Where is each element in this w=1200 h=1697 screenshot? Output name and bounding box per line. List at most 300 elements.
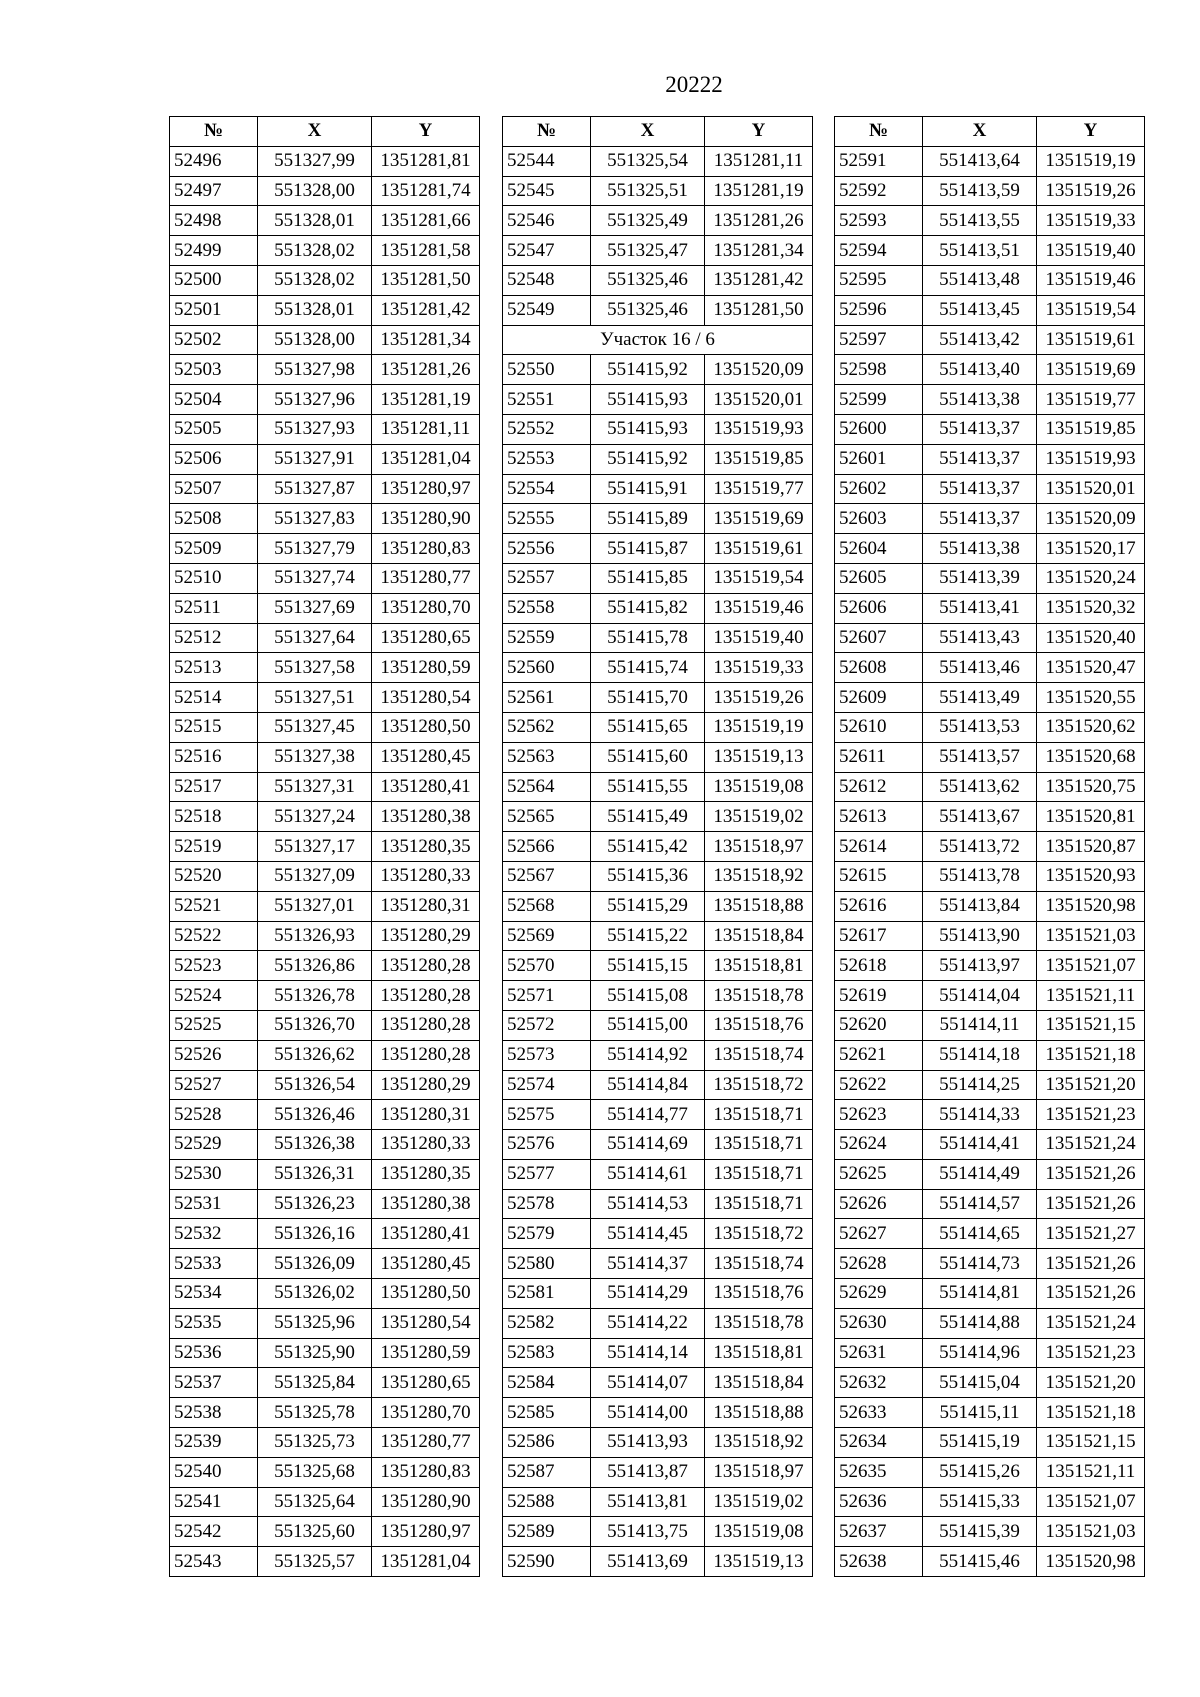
- table-row: [170, 146, 480, 176]
- coord-y: 1351518,88: [705, 1398, 813, 1428]
- coord-y: 1351519,93: [705, 414, 813, 444]
- table-row: [503, 683, 813, 713]
- table-row: [170, 1189, 480, 1219]
- point-number: 52589: [503, 1517, 591, 1547]
- point-number: 52617: [835, 921, 923, 951]
- coord-x: 551415,89: [591, 504, 705, 534]
- coord-y: 1351521,20: [1037, 1368, 1145, 1398]
- coord-y: 1351280,28: [372, 981, 480, 1011]
- coord-y: 1351280,41: [372, 772, 480, 802]
- coord-x: 551326,86: [258, 951, 372, 981]
- coord-y: 1351521,15: [1037, 1010, 1145, 1040]
- coord-x: 551414,69: [591, 1130, 705, 1160]
- coord-y: 1351521,26: [1037, 1279, 1145, 1309]
- point-number: 52608: [835, 653, 923, 683]
- header-no: №: [170, 117, 258, 147]
- table-row: [170, 951, 480, 981]
- point-number: 52515: [170, 712, 258, 742]
- point-number: 52601: [835, 444, 923, 474]
- table-row: [503, 385, 813, 415]
- table-row: [835, 1249, 1145, 1279]
- coord-y: 1351520,68: [1037, 742, 1145, 772]
- point-number: 52508: [170, 504, 258, 534]
- coordinate-table-2: [502, 116, 813, 1577]
- table-row: [835, 444, 1145, 474]
- coord-x: 551414,96: [923, 1338, 1037, 1368]
- coord-y: 1351280,97: [372, 1517, 480, 1547]
- coord-x: 551414,84: [591, 1070, 705, 1100]
- coord-x: 551414,45: [591, 1219, 705, 1249]
- point-number: 52519: [170, 832, 258, 862]
- coord-y: 1351519,85: [705, 444, 813, 474]
- point-number: 52498: [170, 206, 258, 236]
- coord-x: 551327,45: [258, 712, 372, 742]
- table-row: [170, 206, 480, 236]
- header-no: №: [503, 117, 591, 147]
- coord-x: 551413,39: [923, 563, 1037, 593]
- coord-y: 1351280,33: [372, 861, 480, 891]
- table-row: [835, 563, 1145, 593]
- point-number: 52564: [503, 772, 591, 802]
- coord-x: 551413,64: [923, 146, 1037, 176]
- point-number: 52538: [170, 1398, 258, 1428]
- point-number: 52539: [170, 1428, 258, 1458]
- coord-y: 1351280,59: [372, 653, 480, 683]
- table-row: [170, 891, 480, 921]
- point-number: 52545: [503, 176, 591, 206]
- coord-x: 551326,02: [258, 1279, 372, 1309]
- coord-y: 1351521,03: [1037, 921, 1145, 951]
- coord-y: 1351519,69: [705, 504, 813, 534]
- table-row: [835, 1159, 1145, 1189]
- point-number: 52507: [170, 474, 258, 504]
- coord-y: 1351281,11: [372, 414, 480, 444]
- coord-y: 1351281,81: [372, 146, 480, 176]
- coord-y: 1351518,81: [705, 1338, 813, 1368]
- coord-x: 551415,78: [591, 623, 705, 653]
- table-row: [170, 653, 480, 683]
- table-row: [170, 1338, 480, 1368]
- table-row: [170, 176, 480, 206]
- table-row: [835, 1547, 1145, 1577]
- coord-y: 1351281,66: [372, 206, 480, 236]
- point-number: 52577: [503, 1159, 591, 1189]
- coord-y: 1351280,31: [372, 1100, 480, 1130]
- coord-y: 1351519,26: [1037, 176, 1145, 206]
- table-row: [170, 832, 480, 862]
- table-row: [170, 683, 480, 713]
- table-row: [170, 265, 480, 295]
- point-number: 52628: [835, 1249, 923, 1279]
- section-title: Участок 16 / 6: [503, 325, 813, 355]
- coord-x: 551413,93: [591, 1428, 705, 1458]
- table-row: [835, 981, 1145, 1011]
- point-number: 52530: [170, 1159, 258, 1189]
- coord-x: 551325,96: [258, 1308, 372, 1338]
- coord-x: 551326,54: [258, 1070, 372, 1100]
- coord-x: 551413,75: [591, 1517, 705, 1547]
- header-no: №: [835, 117, 923, 147]
- point-number: 52520: [170, 861, 258, 891]
- coord-x: 551325,47: [591, 236, 705, 266]
- coord-y: 1351519,61: [1037, 325, 1145, 355]
- coord-y: 1351281,04: [372, 444, 480, 474]
- coord-x: 551414,41: [923, 1130, 1037, 1160]
- table-row: [503, 1070, 813, 1100]
- point-number: 52635: [835, 1457, 923, 1487]
- coord-x: 551326,23: [258, 1189, 372, 1219]
- table-row: [503, 474, 813, 504]
- point-number: 52578: [503, 1189, 591, 1219]
- table-row: [835, 1487, 1145, 1517]
- table-row: [170, 474, 480, 504]
- coord-y: 1351518,72: [705, 1070, 813, 1100]
- coord-x: 551414,61: [591, 1159, 705, 1189]
- coord-y: 1351280,38: [372, 1189, 480, 1219]
- point-number: 52511: [170, 593, 258, 623]
- coord-y: 1351280,77: [372, 1428, 480, 1458]
- coord-y: 1351280,59: [372, 1338, 480, 1368]
- coord-y: 1351280,29: [372, 921, 480, 951]
- point-number: 52638: [835, 1547, 923, 1577]
- coord-y: 1351519,85: [1037, 414, 1145, 444]
- coord-x: 551415,22: [591, 921, 705, 951]
- coord-x: 551326,38: [258, 1130, 372, 1160]
- table-row: [835, 1070, 1145, 1100]
- point-number: 52542: [170, 1517, 258, 1547]
- coord-y: 1351280,45: [372, 1249, 480, 1279]
- header-y: Y: [705, 117, 813, 147]
- coord-y: 1351519,40: [1037, 236, 1145, 266]
- header-row: [503, 117, 813, 147]
- table-row: [170, 1398, 480, 1428]
- coord-y: 1351521,26: [1037, 1159, 1145, 1189]
- coord-y: 1351281,11: [705, 146, 813, 176]
- table-row: [835, 891, 1145, 921]
- point-number: 52549: [503, 295, 591, 325]
- coord-y: 1351280,70: [372, 1398, 480, 1428]
- table-row: [170, 1487, 480, 1517]
- point-number: 52619: [835, 981, 923, 1011]
- point-number: 52505: [170, 414, 258, 444]
- point-number: 52576: [503, 1130, 591, 1160]
- coord-y: 1351518,92: [705, 861, 813, 891]
- point-number: 52527: [170, 1070, 258, 1100]
- coord-y: 1351281,34: [705, 236, 813, 266]
- table-row: [503, 1338, 813, 1368]
- coord-y: 1351280,29: [372, 1070, 480, 1100]
- point-number: 52625: [835, 1159, 923, 1189]
- point-number: 52629: [835, 1279, 923, 1309]
- coord-x: 551325,78: [258, 1398, 372, 1428]
- coord-x: 551325,51: [591, 176, 705, 206]
- coord-y: 1351521,23: [1037, 1100, 1145, 1130]
- table-row: [503, 1130, 813, 1160]
- table-row: [835, 176, 1145, 206]
- table-row: [170, 742, 480, 772]
- point-number: 52536: [170, 1338, 258, 1368]
- coord-y: 1351520,98: [1037, 1547, 1145, 1577]
- coord-y: 1351280,31: [372, 891, 480, 921]
- point-number: 52537: [170, 1368, 258, 1398]
- coord-x: 551327,51: [258, 683, 372, 713]
- coord-x: 551413,37: [923, 504, 1037, 534]
- coord-x: 551415,08: [591, 981, 705, 1011]
- coord-x: 551415,36: [591, 861, 705, 891]
- coord-x: 551325,49: [591, 206, 705, 236]
- coord-x: 551328,01: [258, 206, 372, 236]
- coord-x: 551414,33: [923, 1100, 1037, 1130]
- coord-x: 551415,87: [591, 534, 705, 564]
- coord-y: 1351520,24: [1037, 563, 1145, 593]
- point-number: 52592: [835, 176, 923, 206]
- point-number: 52557: [503, 563, 591, 593]
- table-row: [170, 534, 480, 564]
- coord-y: 1351520,01: [705, 385, 813, 415]
- coord-x: 551327,93: [258, 414, 372, 444]
- point-number: 52551: [503, 385, 591, 415]
- coord-x: 551413,38: [923, 534, 1037, 564]
- coord-y: 1351518,81: [705, 951, 813, 981]
- point-number: 52501: [170, 295, 258, 325]
- coord-x: 551326,16: [258, 1219, 372, 1249]
- table-row: [503, 1219, 813, 1249]
- point-number: 52541: [170, 1487, 258, 1517]
- point-number: 52512: [170, 623, 258, 653]
- coord-y: 1351280,90: [372, 1487, 480, 1517]
- table-row: [170, 1308, 480, 1338]
- coord-y: 1351520,87: [1037, 832, 1145, 862]
- coord-x: 551415,92: [591, 444, 705, 474]
- table-row: [503, 742, 813, 772]
- coord-y: 1351280,28: [372, 1040, 480, 1070]
- point-number: 52553: [503, 444, 591, 474]
- coord-y: 1351520,09: [705, 355, 813, 385]
- table-row: [170, 385, 480, 415]
- table-row: [170, 236, 480, 266]
- coord-x: 551326,93: [258, 921, 372, 951]
- coord-x: 551413,87: [591, 1457, 705, 1487]
- coord-x: 551415,74: [591, 653, 705, 683]
- coord-x: 551415,60: [591, 742, 705, 772]
- coord-y: 1351281,50: [705, 295, 813, 325]
- coord-y: 1351518,71: [705, 1130, 813, 1160]
- table-row: [170, 563, 480, 593]
- coord-x: 551328,00: [258, 325, 372, 355]
- coord-x: 551326,62: [258, 1040, 372, 1070]
- table-row: [170, 712, 480, 742]
- table-row: [835, 1338, 1145, 1368]
- table-row: [835, 772, 1145, 802]
- point-number: 52624: [835, 1130, 923, 1160]
- point-number: 52602: [835, 474, 923, 504]
- coord-y: 1351519,33: [705, 653, 813, 683]
- point-number: 52631: [835, 1338, 923, 1368]
- point-number: 52504: [170, 385, 258, 415]
- table-row: [503, 802, 813, 832]
- point-number: 52550: [503, 355, 591, 385]
- coord-x: 551415,91: [591, 474, 705, 504]
- coord-x: 551413,72: [923, 832, 1037, 862]
- coord-y: 1351281,19: [705, 176, 813, 206]
- point-number: 52636: [835, 1487, 923, 1517]
- table-row: [835, 1040, 1145, 1070]
- point-number: 52517: [170, 772, 258, 802]
- coord-y: 1351519,54: [1037, 295, 1145, 325]
- coord-x: 551327,64: [258, 623, 372, 653]
- coord-x: 551325,46: [591, 295, 705, 325]
- coord-x: 551327,79: [258, 534, 372, 564]
- point-number: 52568: [503, 891, 591, 921]
- coord-x: 551328,02: [258, 265, 372, 295]
- coord-x: 551414,81: [923, 1279, 1037, 1309]
- point-number: 52525: [170, 1010, 258, 1040]
- coord-y: 1351521,27: [1037, 1219, 1145, 1249]
- coord-y: 1351520,09: [1037, 504, 1145, 534]
- point-number: 52610: [835, 712, 923, 742]
- coord-x: 551326,78: [258, 981, 372, 1011]
- point-number: 52563: [503, 742, 591, 772]
- table-row: [503, 563, 813, 593]
- point-number: 52584: [503, 1368, 591, 1398]
- coord-y: 1351281,74: [372, 176, 480, 206]
- point-number: 52571: [503, 981, 591, 1011]
- table-row: [170, 593, 480, 623]
- coord-y: 1351521,11: [1037, 981, 1145, 1011]
- coord-y: 1351518,76: [705, 1010, 813, 1040]
- coord-y: 1351519,46: [705, 593, 813, 623]
- coord-x: 551327,17: [258, 832, 372, 862]
- point-number: 52603: [835, 504, 923, 534]
- coord-x: 551413,69: [591, 1547, 705, 1577]
- point-number: 52503: [170, 355, 258, 385]
- coord-x: 551326,09: [258, 1249, 372, 1279]
- point-number: 52509: [170, 534, 258, 564]
- point-number: 52590: [503, 1547, 591, 1577]
- table-row: [503, 1308, 813, 1338]
- table-row: [503, 951, 813, 981]
- coord-x: 551325,46: [591, 265, 705, 295]
- coord-y: 1351280,90: [372, 504, 480, 534]
- table-row: [835, 1010, 1145, 1040]
- point-number: 52597: [835, 325, 923, 355]
- point-number: 52524: [170, 981, 258, 1011]
- table-row: [503, 712, 813, 742]
- coord-x: 551413,37: [923, 414, 1037, 444]
- table-row: [170, 1517, 480, 1547]
- coord-x: 551415,93: [591, 414, 705, 444]
- point-number: 52573: [503, 1040, 591, 1070]
- coord-x: 551326,70: [258, 1010, 372, 1040]
- point-number: 52526: [170, 1040, 258, 1070]
- coord-x: 551415,42: [591, 832, 705, 862]
- table-row: [835, 1219, 1145, 1249]
- coord-x: 551413,42: [923, 325, 1037, 355]
- coord-x: 551413,84: [923, 891, 1037, 921]
- coord-y: 1351280,54: [372, 1308, 480, 1338]
- coord-x: 551414,65: [923, 1219, 1037, 1249]
- table-row: [835, 236, 1145, 266]
- coord-x: 551414,00: [591, 1398, 705, 1428]
- point-number: 52561: [503, 683, 591, 713]
- table-row: [835, 1368, 1145, 1398]
- coord-y: 1351520,93: [1037, 861, 1145, 891]
- coord-x: 551413,37: [923, 444, 1037, 474]
- coord-x: 551327,01: [258, 891, 372, 921]
- coord-y: 1351281,50: [372, 265, 480, 295]
- table-row: [835, 385, 1145, 415]
- header-row: [835, 117, 1145, 147]
- table-row: [503, 1487, 813, 1517]
- table-row: [835, 1517, 1145, 1547]
- coord-x: 551414,37: [591, 1249, 705, 1279]
- point-number: 52535: [170, 1308, 258, 1338]
- coord-y: 1351280,33: [372, 1130, 480, 1160]
- point-number: 52613: [835, 802, 923, 832]
- coord-y: 1351520,62: [1037, 712, 1145, 742]
- coord-x: 551413,55: [923, 206, 1037, 236]
- table-row: [503, 623, 813, 653]
- coord-x: 551413,49: [923, 683, 1037, 713]
- point-number: 52600: [835, 414, 923, 444]
- table-row: [503, 355, 813, 385]
- coordinate-tables: [169, 116, 1149, 1584]
- coord-x: 551415,04: [923, 1368, 1037, 1398]
- coord-x: 551413,67: [923, 802, 1037, 832]
- table-row: [835, 683, 1145, 713]
- table-row: [835, 355, 1145, 385]
- point-number: 52582: [503, 1308, 591, 1338]
- coordinate-table-3: [834, 116, 1145, 1577]
- point-number: 52604: [835, 534, 923, 564]
- coord-x: 551413,43: [923, 623, 1037, 653]
- coord-y: 1351521,23: [1037, 1338, 1145, 1368]
- point-number: 52518: [170, 802, 258, 832]
- coord-x: 551414,57: [923, 1189, 1037, 1219]
- table-row: [503, 534, 813, 564]
- coord-x: 551325,60: [258, 1517, 372, 1547]
- coord-x: 551413,48: [923, 265, 1037, 295]
- coord-x: 551413,78: [923, 861, 1037, 891]
- table-row: [503, 1159, 813, 1189]
- coord-x: 551415,00: [591, 1010, 705, 1040]
- coord-y: 1351519,13: [705, 1547, 813, 1577]
- table-row: [835, 474, 1145, 504]
- coord-x: 551414,49: [923, 1159, 1037, 1189]
- table-row: [503, 295, 813, 325]
- table-row: [835, 295, 1145, 325]
- coord-x: 551415,46: [923, 1547, 1037, 1577]
- table-row: [170, 1100, 480, 1130]
- point-number: 52599: [835, 385, 923, 415]
- table-row: [503, 1428, 813, 1458]
- table-row: [503, 1010, 813, 1040]
- coord-x: 551414,14: [591, 1338, 705, 1368]
- coord-x: 551327,83: [258, 504, 372, 534]
- point-number: 52575: [503, 1100, 591, 1130]
- point-number: 52627: [835, 1219, 923, 1249]
- table-row: [170, 295, 480, 325]
- coord-x: 551327,91: [258, 444, 372, 474]
- coord-y: 1351519,02: [705, 1487, 813, 1517]
- table-row: [835, 534, 1145, 564]
- point-number: 52621: [835, 1040, 923, 1070]
- coord-x: 551414,73: [923, 1249, 1037, 1279]
- coord-y: 1351280,70: [372, 593, 480, 623]
- point-number: 52633: [835, 1398, 923, 1428]
- coord-x: 551415,19: [923, 1428, 1037, 1458]
- coord-y: 1351520,32: [1037, 593, 1145, 623]
